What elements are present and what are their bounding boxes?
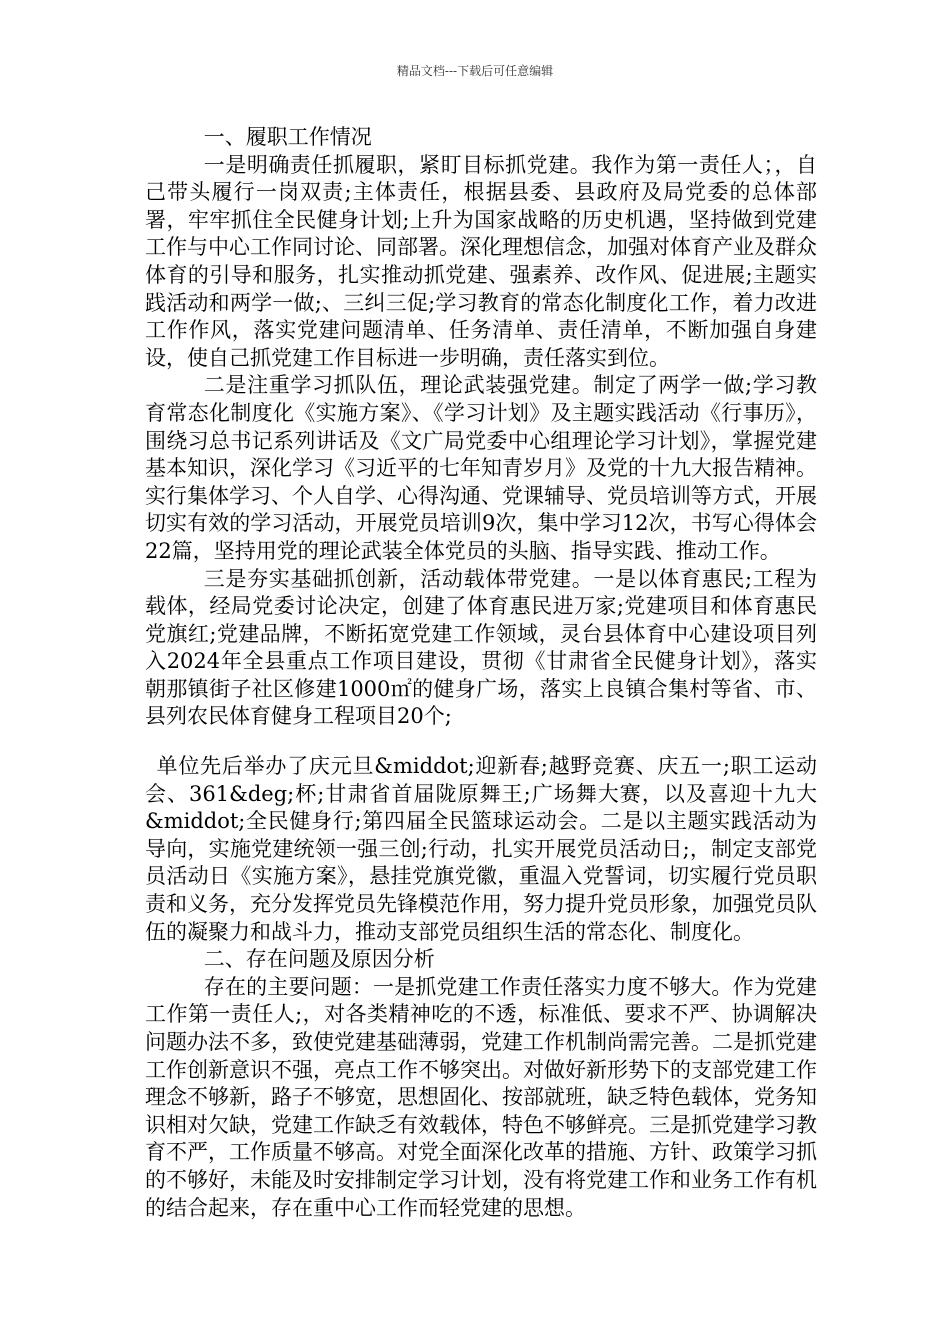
section-heading-1: 一、履职工作情况 — [203, 125, 372, 149]
section-heading-2: 二、存在问题及原因分析 — [203, 947, 435, 972]
page-header: 精品文档---下载后可任意编辑 — [396, 64, 554, 78]
paragraph-problems: 存在的主要问题：一是抓党建工作责任落实力度不够大。作为党建工作第一责任人;，对各类精神吃的不透，标准低、要求不严、协调解决问题办法不多，致使党建基础薄弱，党建工作机制尚需完善。二是抓党建工作创新意识不强，亮点工作不够突出。对做好新形势下的支部党建工作理念不够新，路子不够宽，思想固化、按部就班，缺乏特色载体，党务知识相对欠缺，党建工作缺乏有效载体，特色不够鲜亮。三是抓党建学习教育不严，工作质量不够高。对党全面深化改革的措施、方针、政策学习抓的不够好，未能及时安排制定学习计划，没有将党建工作和业务工作有机的结合起来，存在重中心工作而轻党建的思想。 — [145, 974, 817, 1220]
paragraph-gap — [145, 731, 817, 753]
paragraph-innovation: 三是夯实基础抓创新，活动载体带党建。一是以体育惠民;工程为载体，经局党委讨论决定，创建了体育惠民进万家;党建项目和体育惠民党旗红;党建品牌，不断拓宽党建工作领域，灵台县体育中心建设项目列入2024年全县重点工作项目建设，贯彻《甘肃省全民健身计划》，落实朝那镇街子社区修建1000㎡的健身广场，落实上良镇合集村等省、市、县列农民体育健身工程项目20个; — [145, 566, 817, 729]
paragraph-study: 二是注重学习抓队伍，理论武装强党建。制定了两学一做;学习教育常态化制度化《实施方案》、《学习计划》及主题实践活动《行事历》，围绕习总书记系列讲话及《文广局党委中心组理论学习计划》，掌握党建基本知识，深化学习《习近平的七年知青岁月》及党的十九大报告精神。实行集体学习、个人自学、心得沟通、党课辅导、党员培训等方式，开展切实有效的学习活动，开展党员培训9次，集中学习12次，书写心得体会22篇，坚持用党的理论武装全体党员的头脑、指导实践、推动工作。 — [145, 373, 817, 563]
paragraph-activities: 单位先后举办了庆元旦&middot;迎新春;越野竞赛、庆五一;职工运动会、361&deg;杯;甘肃省首届陇原舞王;广场舞大赛，以及喜迎十九大&middot;全民健身行;第四届全民篮球运动会。二是以主题实践活动为导向，实施党建统领一强三创;行动，扎实开展党员活动日;，制定支部党员活动日《实施方案》，悬挂党旗党徽，重温入党誓词，切实履行党员职责和义务，充分发挥党员先锋模范作用，努力提升党员形象，加强党员队伍的凝聚力和战斗力，推动支部党员组织生活的常态化、制度化。 — [145, 754, 817, 944]
document-body — [145, 124, 817, 1222]
paragraph-responsibility: 一是明确责任抓履职，紧盯目标抓党建。我作为第一责任人；，自己带头履行一岗双责;主体责任，根据县委、县政府及局党委的总体部署，牢牢抓住全民健身计划;上升为国家战略的历史机遇，坚持做到党建工作与中心工作同讨论、同部署。深化理想信念，加强对体育产业及群众体育的引导和服务，扎实推动抓党建、强素养、改作风、促进展;主题实践活动和两学一做;、三纠三促;学习教育的常态化制度化工作，着力改进工作作风，落实党建问题清单、任务清单、责任清单，不断加强自身建设，使自己抓党建工作目标进一步明确，责任落实到位。 — [145, 152, 817, 370]
